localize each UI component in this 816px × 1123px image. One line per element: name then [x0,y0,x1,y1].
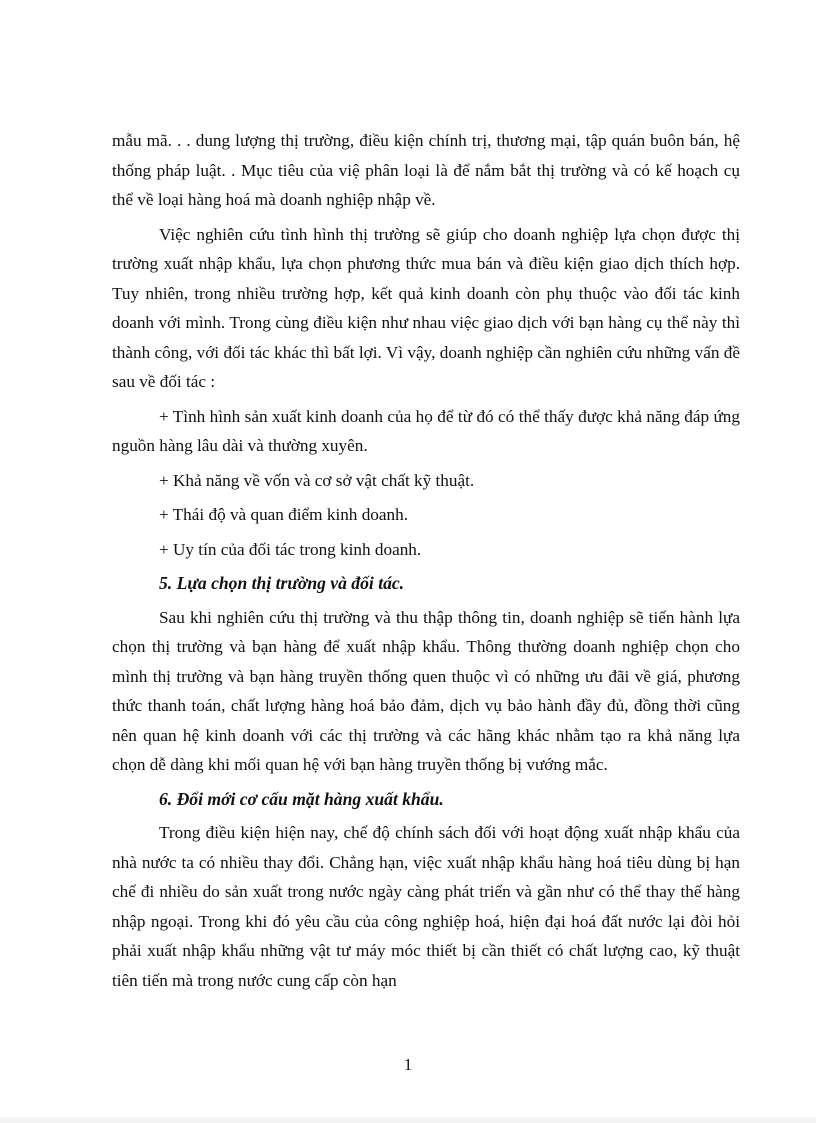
list-item-capital: + Khả năng về vốn và cơ sở vật chất kỹ thuật. [159,470,475,490]
page-bottom-edge [0,1117,816,1123]
paragraph-market-research: Việc nghiên cứu tình hình thị trường sẽ giúp cho doanh nghiệp lựa chọn được thị trường xuất nhập khẩu, lựa chọn phương thức mua bán và điều kiện giao dịch thích hợp. Tuy nhiên, trong nhiều trường hợp, kết quả kinh doanh còn phụ thuộc vào đối tác kinh doanh với mình. Trong cùng điều kiện như nhau việc giao dịch với bạn hàng cụ thể này thì thành công, với đối tác khác thì bất lợi. Vì vậy, doanh nghiệp cần nghiên cứu những vấn đề sau về đối tác : [112,224,740,391]
paragraph-continuation: mẫu mã. . . dung lượng thị trường, điều kiện chính trị, thương mại, tập quán buôn bán, hệ thống pháp luật. . Mục tiêu của việ phân loại là để nắm bắt thị trường và có kế hoạch cụ thể về loại hàng hoá mà doanh nghiệp nhập về. [112,131,740,209]
list-item-production: + Tình hình sản xuất kinh doanh của họ để từ đó có thể thấy được khả năng đáp ứng nguồn hàng lâu dài và thường xuyên. [112,406,740,455]
paragraph-section-5: Sau khi nghiên cứu thị trường và thu thập thông tin, doanh nghiệp sẽ tiến hành lựa chọn thị trường và bạn hàng để xuất nhập khẩu. Thông thường doanh nghiệp chọn cho mình thị trường và bạn hàng truyền thống quen thuộc vì có những ưu đãi về giá, phương thức thanh toán, chất lượng hàng hoá bảo đảm, dịch vụ bảo hành đầy đủ, đồng thời cũng nên quan hệ kinh doanh với các thị trường và các hãng khác nhằm tạo ra khả năng lựa chọn dễ dàng khi mối quan hệ với bạn hàng truyền thống bị vướng mắc. [112,607,740,774]
section-heading-5: 5. Lựa chọn thị trường và đối tác. [159,573,405,593]
paragraph-section-6: Trong điều kiện hiện nay, chế độ chính sách đối với hoạt động xuất nhập khẩu của nhà nước ta có nhiều thay đổi. Chẳng hạn, việc xuất nhập khẩu hàng hoá tiêu dùng bị hạn chế đi nhiều do sản xuất trong nước ngày càng phát triển và gần như có thể thay thế hàng nhập ngoại. Trong khi đó yêu cầu của công nghiệp hoá, hiện đại hoá đất nước lại đòi hỏi phải xuất nhập khẩu những vật tư máy móc thiết bị cần thiết có chất lượng cao, kỹ thuật tiên tiến mà trong nước cung cấp còn hạn [112,823,740,990]
list-item-attitude: + Thái độ và quan điểm kinh doanh. [159,505,409,524]
section-heading-6: 6. Đổi mới cơ cấu mặt hàng xuất khẩu. [159,788,444,809]
document-body [112,126,740,1000]
page-number: 1 [403,1055,413,1074]
list-item-reputation: + Uy tín của đối tác trong kinh doanh. [159,539,422,559]
